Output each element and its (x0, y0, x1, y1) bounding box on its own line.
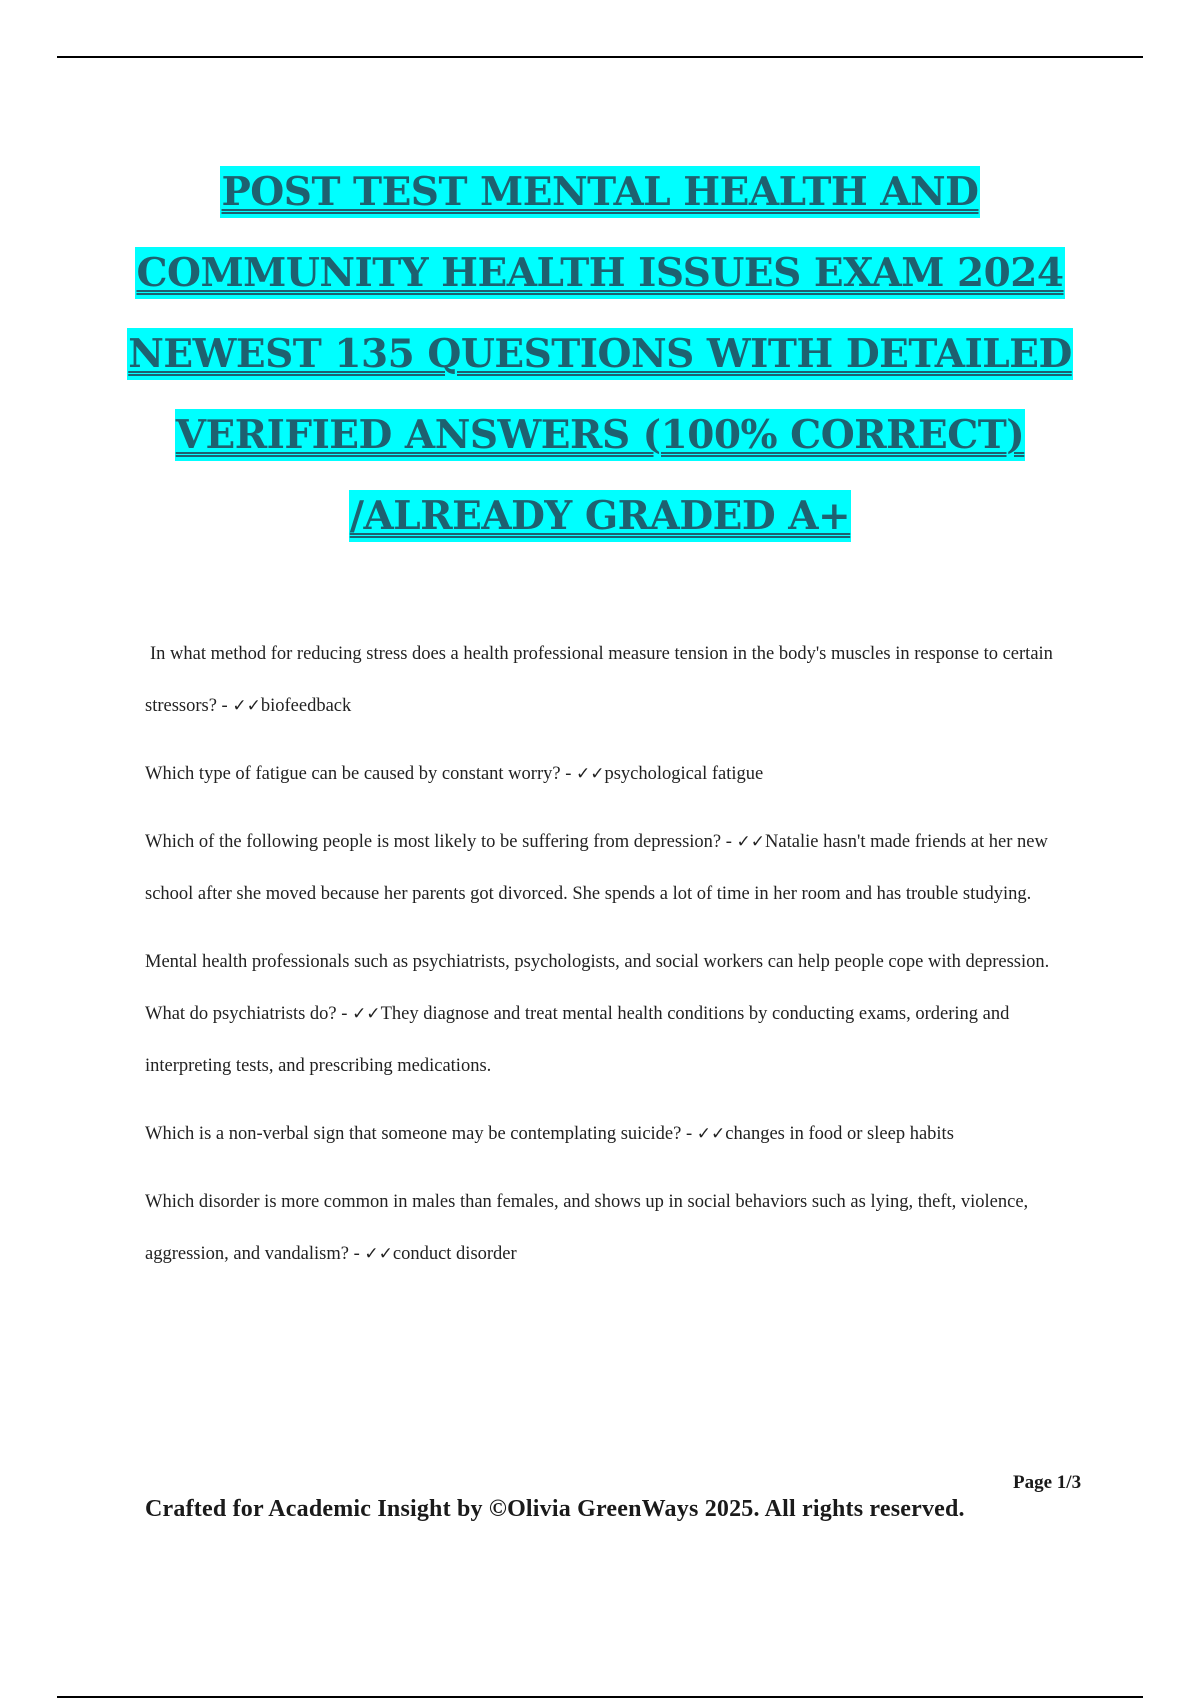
qa-item-2 (145, 748, 1085, 800)
qa-item-5 (145, 1108, 1085, 1160)
check-marks-icon: ✓✓ (575, 764, 605, 784)
title-line-4 (100, 403, 1100, 484)
qa-question-5: Which is a non-verbal sign that someone may be contemplating suicide? - (145, 1124, 697, 1144)
title-line-2-text: COMMUNITY HEALTH ISSUES EXAM 2024 (135, 247, 1064, 299)
title-line-3-text: NEWEST 135 QUESTIONS WITH DETAILED (127, 328, 1073, 380)
qa-question-3: Which of the following people is most likely to be suffering from depression? - (145, 832, 737, 852)
footer-copyright: Crafted for Academic Insight by ©Olivia GreenWays 2025. All rights reserved. (145, 1496, 965, 1522)
qa-answer-3: Natalie hasn't made friends at her new school after she moved because her parents got divorced. She spends a lot of time in her room and has trouble studying. (145, 832, 1048, 904)
title-line-1 (100, 160, 1100, 241)
qa-answer-4: They diagnose and treat mental health conditions by conducting exams, ordering and interpreting tests, and prescribing medications. (145, 1004, 1010, 1076)
qa-item-4 (145, 936, 1085, 1092)
check-marks-icon: ✓✓ (736, 832, 766, 852)
document-title (100, 160, 1100, 565)
qa-item-3 (145, 816, 1085, 920)
qa-answer-5: changes in food or sleep habits (725, 1124, 954, 1144)
question-answer-list (145, 628, 1085, 1296)
title-line-4-text: VERIFIED ANSWERS (100% CORRECT) (175, 409, 1026, 461)
page-number: Page 1/3 (1013, 1472, 1082, 1493)
title-line-5-text: /ALREADY GRADED A+ (349, 490, 851, 542)
check-marks-icon: ✓✓ (364, 1244, 393, 1264)
title-line-1-text: POST TEST MENTAL HEALTH AND (220, 166, 979, 218)
title-line-2 (100, 241, 1100, 322)
qa-question-6: Which disorder is more common in males than females, and shows up in social behaviors such as lying, theft, violence, aggression, and vandalism? - (145, 1192, 1029, 1264)
qa-answer-6: conduct disorder (392, 1244, 517, 1264)
top-rule (57, 56, 1143, 58)
qa-question-4: Mental health professionals such as psychiatrists, psychologists, and social workers can help people cope with depression. What do psychiatrists do? - (145, 952, 1050, 1024)
qa-item-6 (145, 1176, 1085, 1280)
check-marks-icon: ✓✓ (232, 696, 261, 716)
title-line-5 (100, 484, 1100, 565)
qa-answer-1: biofeedback (260, 696, 352, 716)
check-marks-icon: ✓✓ (352, 1004, 381, 1024)
title-line-3 (100, 322, 1100, 403)
qa-question-1: In what method for reducing stress does a health professional measure tension in the body's muscles in response to certain stressors? - (145, 644, 1053, 716)
bottom-rule (57, 1696, 1143, 1698)
qa-item-1 (145, 628, 1085, 732)
qa-answer-2: psychological fatigue (604, 764, 764, 784)
qa-question-2: Which type of fatigue can be caused by constant worry? - (145, 764, 576, 784)
check-marks-icon: ✓✓ (696, 1124, 726, 1144)
